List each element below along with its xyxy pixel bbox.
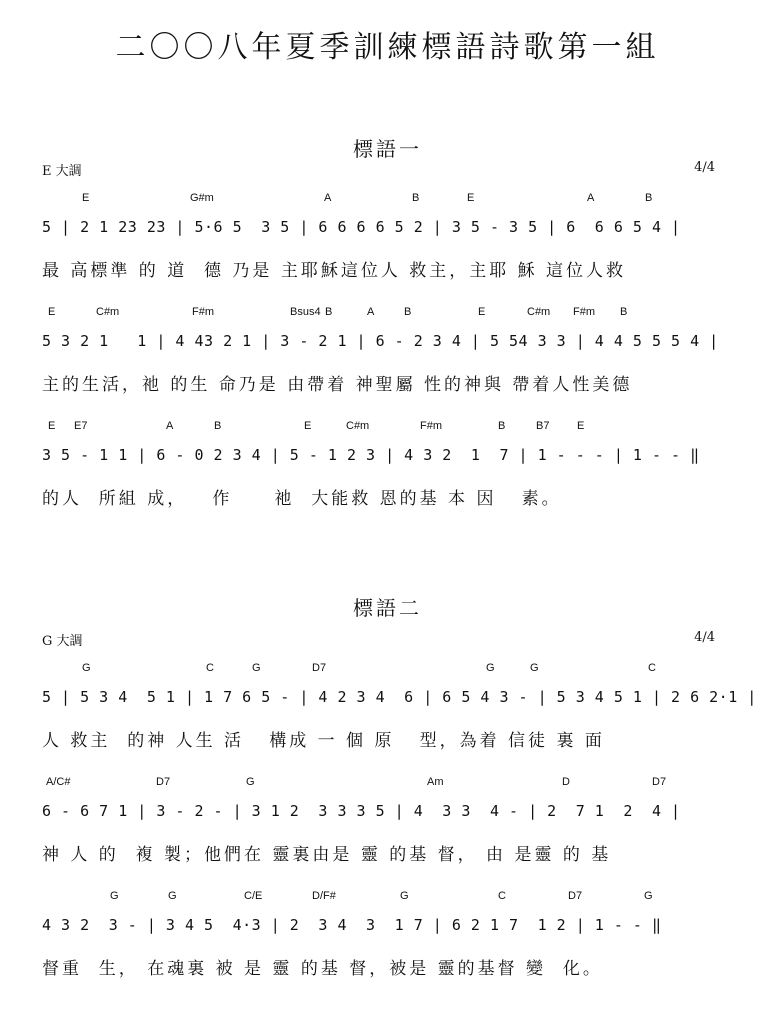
chord: D7 bbox=[652, 776, 667, 788]
chord: A bbox=[166, 420, 174, 432]
chord: D/F# bbox=[312, 890, 336, 902]
chord: Am bbox=[427, 776, 444, 788]
chord: B bbox=[404, 306, 412, 318]
chord: A bbox=[324, 192, 332, 204]
notation-row: 4 3 2 3 - | 3 4 5 4·3 | 2 3 4 3 1 7 | 6 2 1 7 1 2 | 1 - - ‖ bbox=[42, 916, 662, 934]
chord: B bbox=[214, 420, 222, 432]
chord-row bbox=[42, 192, 732, 208]
chord: G#m bbox=[190, 192, 214, 204]
notation-row: 6 - 6 7 1 | 3 - 2 - | 3 1 2 3 3 3 5 | 4 3 3 4 - | 2 7 1 2 4 | bbox=[42, 802, 681, 820]
chord: G bbox=[644, 890, 653, 902]
lyrics-row: 督重 生， 在魂裏 被 是 靈 的基 督，被是 靈的基督 變 化。 bbox=[42, 959, 603, 979]
chord: G bbox=[110, 890, 119, 902]
chord: G bbox=[168, 890, 177, 902]
key-signature-1: E 大調 bbox=[42, 164, 82, 179]
chord: B bbox=[498, 420, 506, 432]
chord: G bbox=[246, 776, 255, 788]
chord: E bbox=[577, 420, 585, 432]
chord: B bbox=[645, 192, 653, 204]
chord: E7 bbox=[74, 420, 88, 432]
chord: E bbox=[48, 420, 56, 432]
time-signature-2: 4/4 bbox=[694, 630, 715, 645]
notation-row: 5 | 2 1 23 23 | 5·6 5 3 5 | 6 6 6 6 5 2 | 3 5 - 3 5 | 6 6 6 5 4 | bbox=[42, 218, 681, 236]
chord: C bbox=[498, 890, 506, 902]
lyrics-row: 最 高標準 的 道 德 乃是 主耶穌這位人 救主，主耶 穌 這位人救 bbox=[42, 261, 627, 281]
chord: C bbox=[206, 662, 214, 674]
chord: G bbox=[530, 662, 539, 674]
chord: B bbox=[412, 192, 420, 204]
lyrics-row: 主的生活，祂 的生 命乃是 由帶着 神聖屬 性的神與 帶着人性美德 bbox=[42, 375, 633, 395]
lyrics-row: 的人 所組 成， 作 祂 大能救 恩的基 本 因 素。 bbox=[42, 489, 562, 509]
time-signature-1: 4/4 bbox=[694, 160, 715, 175]
notation-row: 3 5 - 1 1 | 6 - 0 2 3 4 | 5 - 1 2 3 | 4 3 2 1 7 | 1 - - - | 1 - - ‖ bbox=[42, 446, 700, 464]
key-signature-2: G 大調 bbox=[42, 634, 83, 649]
chord: E bbox=[467, 192, 475, 204]
chord: D7 bbox=[568, 890, 583, 902]
chord: C/E bbox=[244, 890, 263, 902]
chord: A bbox=[587, 192, 595, 204]
chord: B bbox=[620, 306, 628, 318]
chord: G bbox=[486, 662, 495, 674]
chord-row bbox=[42, 890, 732, 906]
chord: D bbox=[562, 776, 570, 788]
chord: B bbox=[325, 306, 333, 318]
chord: F#m bbox=[192, 306, 214, 318]
lyrics-row: 神 人 的 複 製；他們在 靈裏由是 靈 的基 督， 由 是靈 的 基 bbox=[42, 845, 612, 865]
chord: C#m bbox=[527, 306, 551, 318]
song-title-2: 標語二 bbox=[353, 596, 422, 620]
notation-row: 5 3 2 1 1 | 4 43 2 1 | 3 - 2 1 | 6 - 2 3 4 | 5 54 3 3 | 4 4 5 5 5 4 | bbox=[42, 332, 719, 350]
page-title: 二〇〇八年夏季訓練標語詩歌第一組 bbox=[115, 30, 660, 65]
chord: D7 bbox=[156, 776, 171, 788]
chord: Bsus4 bbox=[290, 306, 321, 318]
chord: E bbox=[478, 306, 486, 318]
chord: B7 bbox=[536, 420, 550, 432]
chord-row bbox=[42, 776, 732, 792]
chord: E bbox=[304, 420, 312, 432]
chord-row bbox=[42, 420, 732, 436]
song-title-1: 標語一 bbox=[353, 137, 422, 161]
chord: A bbox=[367, 306, 375, 318]
chord: C bbox=[648, 662, 656, 674]
chord: C#m bbox=[346, 420, 370, 432]
chord: G bbox=[252, 662, 261, 674]
chord: C#m bbox=[96, 306, 120, 318]
chord: F#m bbox=[420, 420, 442, 432]
chord: A/C# bbox=[46, 776, 71, 788]
lyrics-row: 人 救主 的神 人生 活 構成 一 個 原 型，為着 信徒 裏 面 bbox=[42, 731, 605, 751]
notation-row: 5 | 5 3 4 5 1 | 1 7 6 5 - | 4 2 3 4 6 | 6 5 4 3 - | 5 3 4 5 1 | 2 6 2·1 | bbox=[42, 688, 757, 706]
chord: F#m bbox=[573, 306, 595, 318]
chord-row bbox=[42, 306, 732, 322]
chord: G bbox=[400, 890, 409, 902]
chord-row bbox=[42, 662, 732, 678]
chord: E bbox=[48, 306, 56, 318]
chord: G bbox=[82, 662, 91, 674]
chord: E bbox=[82, 192, 90, 204]
chord: D7 bbox=[312, 662, 327, 674]
